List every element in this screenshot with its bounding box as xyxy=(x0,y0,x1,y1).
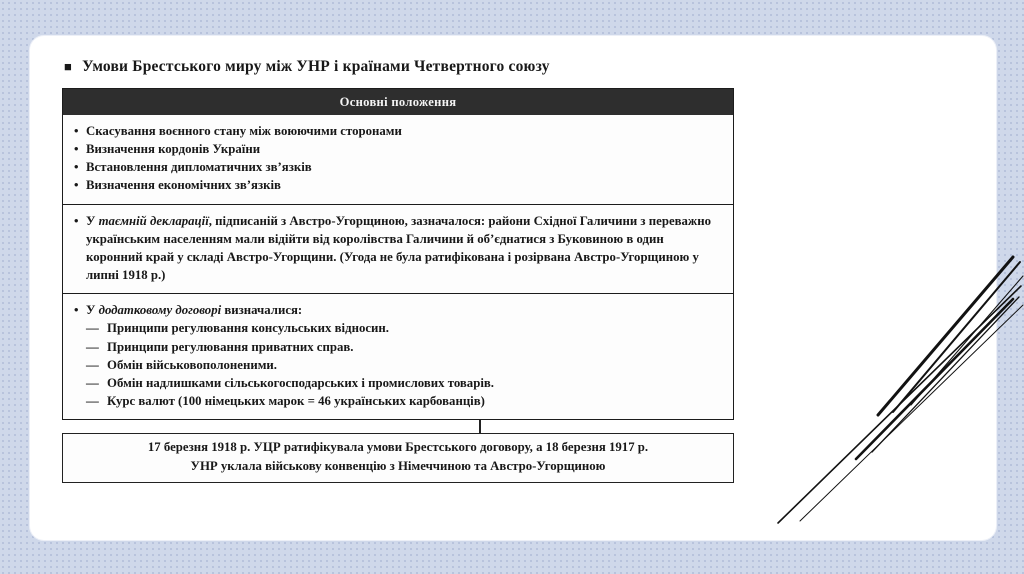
content-panel xyxy=(30,36,996,540)
bullet-icon: • xyxy=(74,303,79,318)
dash-icon: — xyxy=(86,339,99,354)
list-item xyxy=(71,140,723,158)
section-general-provisions xyxy=(63,115,733,204)
list-item xyxy=(71,212,723,285)
list-item xyxy=(71,356,723,374)
ratification-box xyxy=(62,433,734,482)
square-bullet-icon: ■ xyxy=(64,58,73,74)
list-item xyxy=(71,158,723,176)
dash-icon: — xyxy=(86,357,99,372)
italic-term: таємній декларації xyxy=(98,213,209,228)
bullet-icon: • xyxy=(74,213,79,228)
list-item-text: У додатковому договорі визначалися: xyxy=(86,303,303,318)
bullet-icon: • xyxy=(74,124,79,138)
list-item xyxy=(71,176,723,194)
list-item xyxy=(71,319,723,337)
list-item-text: Скасування воєнного стану між воюючими сторонами xyxy=(86,124,402,138)
list-item-text: Визначення кордонів України xyxy=(86,142,261,157)
list-item-text: Обмін надлишками сільськогосподарських і промислових товарів. xyxy=(107,375,494,390)
dash-icon: — xyxy=(86,321,99,336)
list-item-text: Визначення економічних зв’язків xyxy=(86,178,281,193)
page-title-text: Умови Брестського миру між УНР і країнами Четвертного союзу xyxy=(82,58,550,75)
provisions-table xyxy=(62,88,734,420)
list-item xyxy=(71,301,723,319)
document xyxy=(62,58,734,483)
list-item-text: Курс валют (100 німецьких марок = 46 українських карбованців) xyxy=(107,394,485,409)
list-item-text: Принципи регулювання консульських відносин. xyxy=(107,321,389,336)
bullet-icon: • xyxy=(74,178,79,193)
connector-line xyxy=(479,420,481,433)
section-secret-declaration xyxy=(63,204,733,294)
bullet-icon: • xyxy=(74,160,79,175)
list-item-text: Обмін військовополоненими. xyxy=(107,357,278,372)
list-item-text: Принципи регулювання приватних справ. xyxy=(107,339,354,354)
page-title xyxy=(64,58,734,76)
dash-icon: — xyxy=(86,394,99,409)
list-item xyxy=(71,338,723,356)
list-item xyxy=(71,392,723,410)
table-header: Основні положення xyxy=(63,89,733,115)
dash-icon: — xyxy=(86,375,99,390)
list-item-text: У таємній декларації, підписаній з Австро-Угорщиною, зазначалося: райони Східної Галичини з переважно українським населенням мали відійти від королівства Галичини й об’єднатися з Буковиною в один коронний край у складі Австро-Угорщини. (Угода не була ратифікована і розірвана Австро-Угорщиною у липні 1918 р.) xyxy=(86,213,711,283)
list-item xyxy=(71,374,723,392)
list-item-text: Встановлення дипломатичних зв’язків xyxy=(86,160,312,175)
list-item xyxy=(71,122,723,140)
italic-term: додатковому договорі xyxy=(98,303,222,318)
ratification-line-1: 17 березня 1918 р. УЦР ратифікувала умови Брестського договору, а 18 березня 1917 р. xyxy=(147,440,649,455)
ratification-line-2: УНР уклала військову конвенцію з Німеччиною та Австро-Угорщиною xyxy=(190,459,606,474)
bullet-icon: • xyxy=(74,142,79,157)
section-additional-treaty xyxy=(63,293,733,419)
